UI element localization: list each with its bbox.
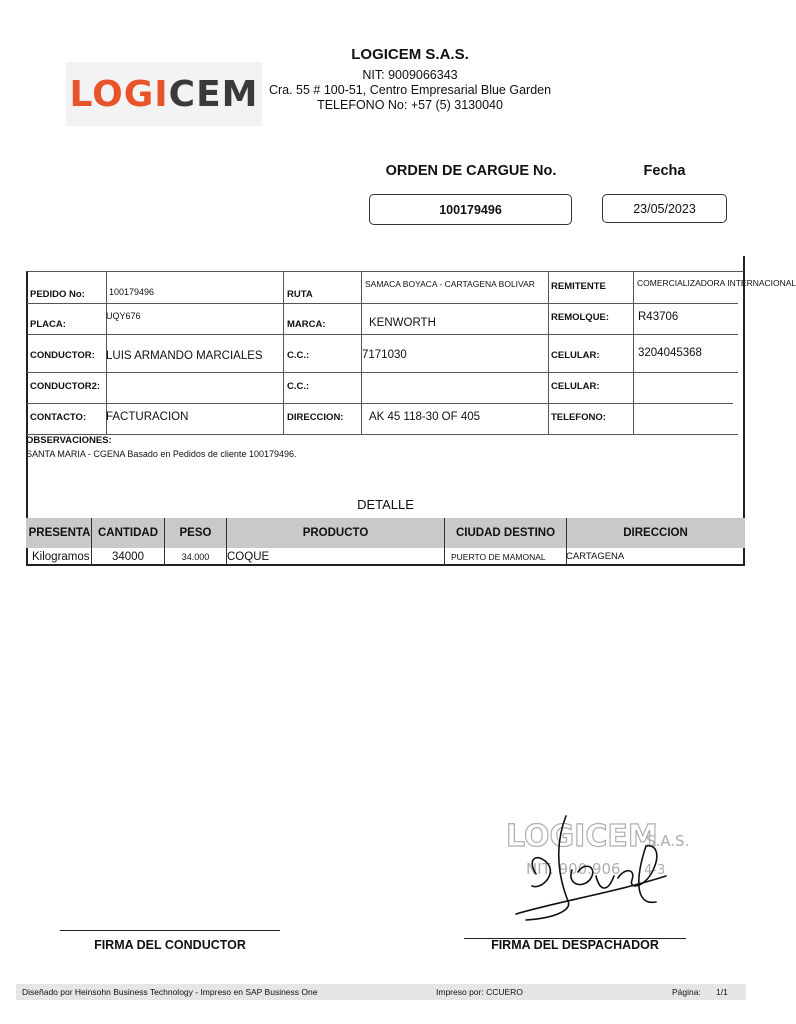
- footer-page-number: 1/1: [716, 987, 728, 997]
- stamp-text: LOGICEM: [506, 819, 658, 854]
- celular2-label: CELULAR:: [551, 381, 600, 392]
- logo-text-dark: CEM: [168, 73, 259, 115]
- direccion-value: AK 45 118-30 OF 405: [369, 411, 481, 423]
- ruta-label: RUTA: [287, 289, 313, 300]
- celular-value: 3204045368: [638, 347, 702, 359]
- ruta-value: SAMACA BOYACA - CARTAGENA BOLIVAR: [365, 279, 535, 289]
- cell-ciudad-destino: PUERTO DE MAMONAL: [451, 551, 546, 562]
- remitente-value: COMERCIALIZADORA INTERNACIONAL: [637, 278, 796, 288]
- company-logo: [66, 62, 262, 126]
- conductor2-label: CONDUCTOR2:: [30, 381, 101, 392]
- date-label: Fecha: [643, 163, 686, 179]
- marca-value: KENWORTH: [369, 317, 436, 329]
- footer-page-label: Página:: [672, 987, 701, 997]
- company-nit: NIT: 9009066343: [362, 68, 458, 82]
- footer-designed-by: Diseñado por Heinsohn Business Technology - Impreso en SAP Business One: [22, 987, 318, 997]
- conductor-label: CONDUCTOR:: [30, 350, 95, 361]
- order-date: 23/05/2023: [633, 201, 696, 216]
- direccion-label: DIRECCION:: [287, 412, 344, 423]
- order-date-box: [602, 194, 727, 223]
- cell-presenta: Kilogramos: [32, 550, 90, 563]
- contacto-value: FACTURACION: [106, 411, 189, 423]
- page-footer: [16, 984, 746, 1000]
- grid-line: [27, 372, 738, 373]
- cc-label: C.C.:: [287, 350, 310, 361]
- dispatcher-signature-label: FIRMA DEL DESPACHADOR: [491, 938, 659, 952]
- placa-label: PLACA:: [30, 319, 66, 330]
- col-producto: PRODUCTO: [302, 527, 369, 539]
- driver-signature-line: [60, 930, 280, 931]
- company-name: LOGICEM S.A.S.: [351, 46, 469, 63]
- observations-text: SANTA MARIA - CGENA Basado en Pedidos de cliente 100179496.: [26, 449, 297, 459]
- order-number-box: [369, 194, 572, 225]
- logo-text-orange: LOGI: [69, 73, 169, 115]
- cc-value: 7171030: [362, 349, 407, 361]
- detail-title: DETALLE: [357, 497, 414, 512]
- conductor-value: LUIS ARMANDO MARCIALES: [106, 350, 263, 362]
- cell-direccion: CARTAGENA: [566, 551, 625, 562]
- remitente-label: REMITENTE: [551, 281, 606, 292]
- cell-producto: COQUE: [227, 550, 270, 563]
- cell-cantidad: 34000: [112, 550, 144, 563]
- pedido-value: 100179496: [109, 287, 155, 297]
- footer-printed-by: Impreso por: CCUERO: [436, 987, 523, 997]
- col-peso: PESO: [179, 527, 212, 539]
- remolque-label: REMOLQUE:: [551, 312, 610, 323]
- col-direccion: DIRECCION: [623, 527, 688, 539]
- col-presenta: PRESENTA: [28, 527, 91, 539]
- company-info: [260, 46, 560, 113]
- grid-line: [27, 434, 738, 435]
- col-ciudad-destino: CIUDAD DESTINO: [455, 527, 556, 539]
- grid-line: [548, 272, 549, 434]
- grid-line: [633, 272, 634, 434]
- company-phone: TELEFONO No: +57 (5) 3130040: [317, 98, 503, 112]
- grid-line: [27, 334, 738, 335]
- celular-label: CELULAR:: [551, 350, 600, 361]
- grid-line: [27, 403, 733, 404]
- stamp-nit-end: 4-3: [644, 863, 666, 878]
- observations-label: OBSERVACIONES:: [26, 435, 112, 446]
- telefono-label: TELEFONO:: [551, 412, 606, 423]
- placa-value: UQY676: [106, 311, 141, 321]
- stamp-nit: NIT. 900.906: [526, 860, 621, 878]
- frame-corner-mark: [743, 256, 745, 272]
- company-address: Cra. 55 # 100-51, Centro Empresarial Blue Garden: [268, 83, 552, 97]
- cell-peso: 34.000: [181, 551, 210, 562]
- company-stamp-signature: [496, 806, 696, 926]
- grid-line: [27, 303, 738, 304]
- cc2-label: C.C.:: [287, 381, 310, 392]
- remolque-value: R43706: [638, 311, 679, 323]
- order-number: 100179496: [439, 202, 502, 217]
- pedido-label: PEDIDO No:: [30, 289, 85, 300]
- grid-line: [283, 272, 284, 434]
- driver-signature-label: FIRMA DEL CONDUCTOR: [94, 938, 246, 952]
- stamp-suffix: S.A.S.: [646, 832, 690, 850]
- col-cantidad: CANTIDAD: [97, 527, 159, 539]
- contacto-label: CONTACTO:: [30, 412, 87, 423]
- marca-label: MARCA:: [287, 319, 326, 330]
- order-title: ORDEN DE CARGUE No.: [385, 163, 557, 179]
